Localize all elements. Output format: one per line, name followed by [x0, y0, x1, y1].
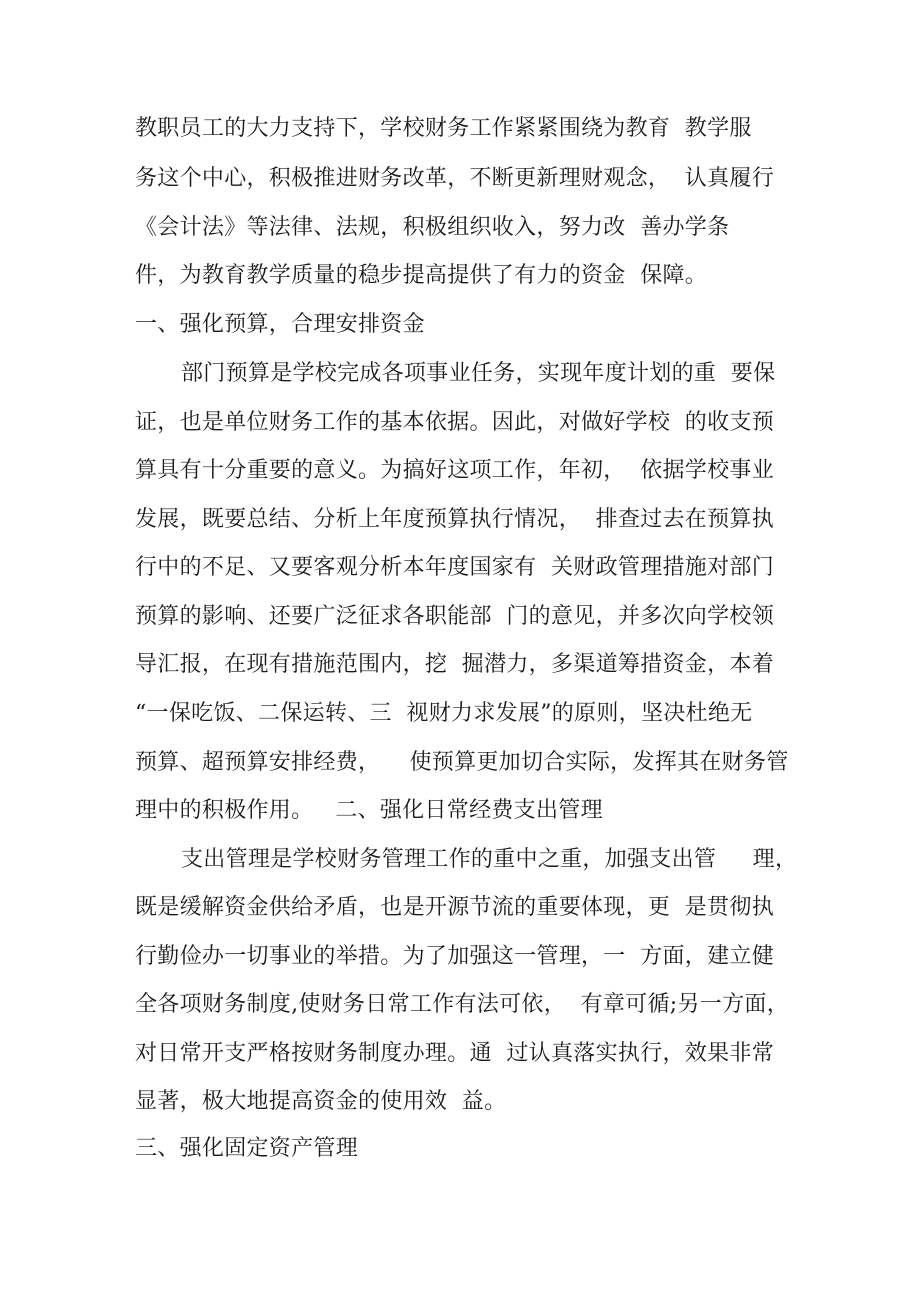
text-line: 件，为教育教学质量的稳步提高提供了有力的资金 保障。	[135, 263, 708, 288]
text-line: 行中的不足、又要客观分析本年度国家有 关财政管理措施对部门	[135, 555, 774, 580]
text-line: 《会计法》等法律、法规，积极组织收入，努力改 善办学条	[135, 215, 730, 240]
text-line: 理中的积极作用。 二、强化日常经费支出管理	[135, 798, 603, 823]
section-heading: 一、强化预算，合理安排资金	[135, 312, 425, 337]
text-line: 既是缓解资金供给矛盾，也是开源节流的重要体现，更 是贯彻执	[135, 895, 774, 920]
text-line: 证，也是单位财务工作的基本依据。因此，对做好学校 的收支预	[135, 410, 774, 435]
text-line: 显著，极大地提高资金的使用效 益。	[135, 1089, 507, 1114]
text-line: “一保吃饭、二保运转、三 视财力求发展”的原则，坚决杜绝无	[135, 701, 753, 726]
text-line: 对日常开支严格按财务制度办理。通 过认真落实执行，效果非常	[135, 1041, 774, 1066]
text-line: 发展，既要总结、分析上年度预算执行情况， 排查过去在预算执	[135, 507, 774, 532]
text-line: 全各项财务制度,使财务日常工作有法可依， 有章可循;另一方面，	[135, 992, 789, 1017]
text-line: 预算、超预算安排经费， 使预算更加切合实际，发挥其在财务管	[135, 750, 789, 775]
text-line: 部门预算是学校完成各项事业任务，实现年度计划的重 要保	[181, 361, 776, 386]
text-line: 支出管理是学校财务管理工作的重中之重，加强支出管 理，	[181, 847, 798, 872]
text-line: 算具有十分重要的意义。为搞好这项工作，年初， 依据学校事业	[135, 458, 774, 483]
section-heading: 三、强化固定资产管理	[135, 1136, 359, 1161]
text-line: 务这个中心，积极推进财务改革，不断更新理财观念， 认真履行	[135, 166, 774, 191]
text-line: 行勤俭办一切事业的举措。为了加强这一管理，一 方面，建立健	[135, 944, 774, 969]
text-line: 预算的影响、还要广泛征求各职能部 门的意见，并多次向学校领	[135, 604, 774, 629]
text-line: 教职员工的大力支持下，学校财务工作紧紧围绕为教育 教学服	[135, 116, 752, 141]
text-line: 导汇报，在现有措施范围内，挖 掘潜力，多渠道筹措资金，本着	[135, 652, 774, 677]
